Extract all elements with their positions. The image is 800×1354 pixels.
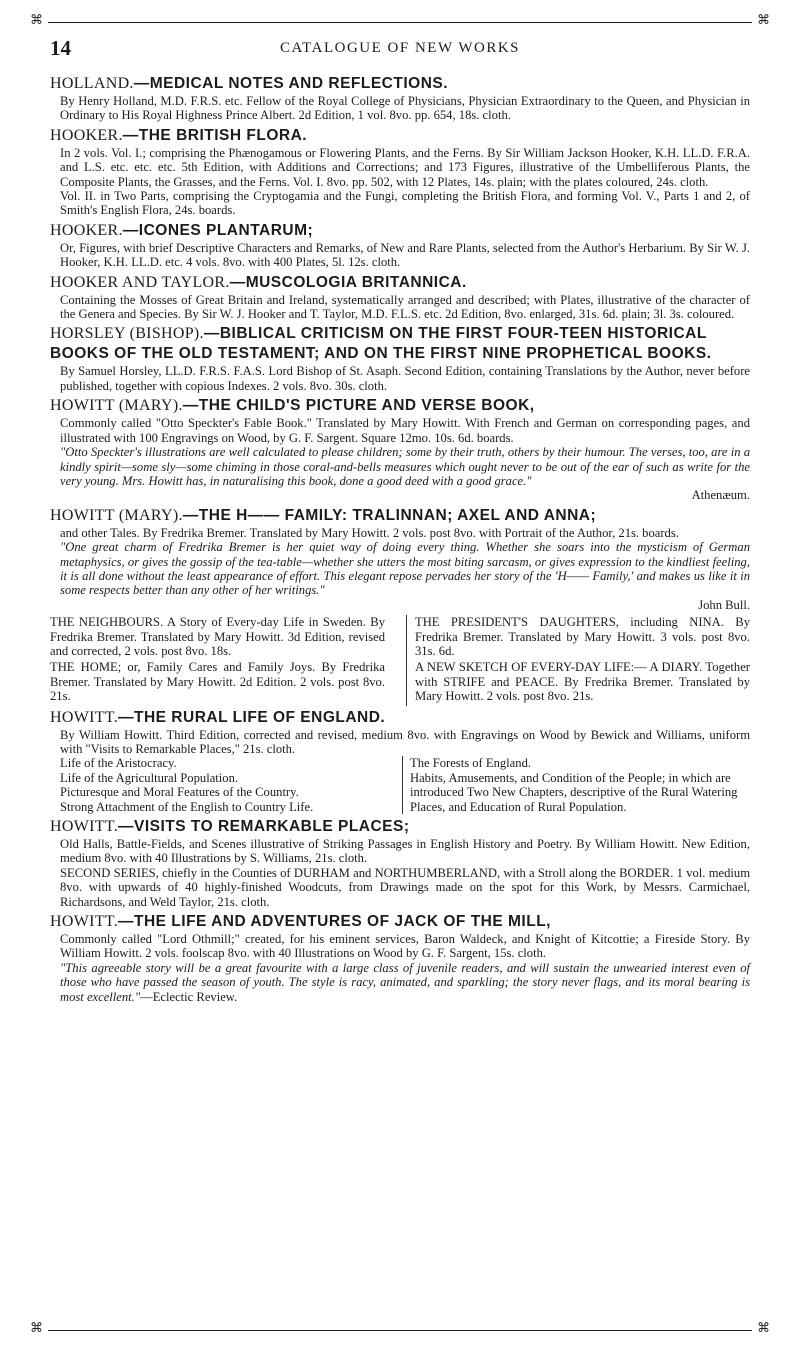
bottom-border-rule [30, 1320, 770, 1336]
bremer-right-column [406, 615, 750, 705]
top-border-rule [30, 12, 770, 28]
entry-title: —THE CHILD'S PICTURE AND VERSE BOOK, [182, 397, 535, 415]
review-quote: "One great charm of Fredrika Bremer is her quiet way of doing every thing. Whether she soars into the mysticism of German metaphysics, or gives the gossip of the tea-table—whether she utters the most biting sarcasm, or gives expression to the kindliest feeling, it is all done without the least appearance of effort. This elegant repose pervades her story of the 'H—— Family,' and makes us like it in some respects better than any other of her writings." [60, 540, 750, 598]
quote-source: Athenæum. [691, 488, 750, 503]
entry-author: HOWITT (MARY). [50, 397, 183, 415]
entry-title: —THE H—— FAMILY: TRALINNAN; AXEL AND ANNA; [182, 506, 597, 524]
catalogue-entry [50, 324, 750, 393]
bremer-left-column [50, 615, 385, 705]
catalogue-entry [50, 912, 750, 1004]
catalogue-entry [50, 396, 750, 502]
review-quote [60, 961, 750, 1004]
catalogue-entry [50, 273, 750, 322]
entry-description-continued: Vol. II. in Two Parts, comprising the Cryptogamia and the Fungi, completing the British Flora, and forming Vol. V., Parts 1 and 2, of Smith's English Flora, 24s. boards. [60, 189, 750, 218]
entry-description: Commonly called "Lord Othmill;" created, for his eminent services, Baron Waldeck, and Knight of Kitcottie; a Fireside Story. By William Howitt. 2 vols. foolscap 8vo. with 40 Illustrations on Wood by G. F. Sargent, 15s. cloth. [60, 932, 750, 961]
catalogue-entry [50, 74, 750, 123]
top-rule [48, 22, 752, 23]
catalogue-content [50, 74, 750, 1007]
running-title: CATALOGUE OF NEW WORKS [280, 40, 520, 56]
contents-columns [60, 756, 750, 814]
catalogue-entry [50, 817, 750, 909]
list-item: Life of the Aristocracy. [60, 756, 177, 771]
entry-title: —THE BRITISH FLORA. [122, 126, 308, 144]
entry-description: Or, Figures, with brief Descriptive Characters and Remarks, of New and Rare Plants, selected from the Author's Herbarium. By Sir W. J. Hooker, K.H. LL.D. etc. 4 vols. 8vo. with 400 Plates, 5l. 12s. cloth. [60, 240, 750, 270]
list-item: Habits, Amusements, and Condition of the People; in which are introduced Two New Chapters, descriptive of the Rural Watering Places, and Education of Rural Population. [410, 770, 738, 814]
corner-ornament-icon: ⌘ [30, 1320, 43, 1335]
entry-title: —MUSCOLOGIA BRITANNICA. [229, 273, 467, 291]
entry-author: HOLLAND. [50, 75, 134, 92]
entry-description-continued: SECOND SERIES, chiefly in the Counties of DURHAM and NORTHUMBERLAND, with a Stroll along the BORDER. 1 vol. medium 8vo. with upwards of 40 highly-finished Woodcuts, from Drawings made on the spot for this Work, by Messrs. Carmichael, Richardsons, and Weld Taylor, 21s. cloth. [60, 865, 750, 909]
entry-author: HOOKER. [50, 221, 123, 239]
list-item: The Forests of England. [410, 756, 532, 771]
entry-title: —ICONES PLANTARUM; [122, 221, 314, 239]
entry-title: —THE LIFE AND ADVENTURES OF JACK OF THE MILL, [118, 913, 551, 931]
corner-ornament-icon: ⌘ [757, 12, 770, 27]
entry-author: HOWITT. [50, 818, 118, 836]
quote-text: "This agreeable story will be a great favourite with a large class of juvenile readers, and will sustain the unwearied interest even of those who have passed the season of youth. The style is racy, animated, and sparkling; the story never flags, and its moral bearing is most excellent." [60, 960, 750, 1004]
entry-author: HORSLEY (BISHOP). [50, 325, 204, 343]
list-item: THE NEIGHBOURS. A Story of Every-day Life in Sweden. By Fredrika Bremer. Translated by Mary Howitt. 3d Edition, revised and corrected, 2 vols. post 8vo. 18s. [50, 615, 385, 658]
bremer-two-column-list [50, 615, 750, 705]
entry-author: HOOKER. [50, 126, 123, 144]
review-quote: "Otto Speckter's illustrations are well calculated to please children; some by their truth, others by their humour. The verses, too, are in a kindly spirit—some sly—some chiming in those coral-and-bells measures which ought never to be out of the ear of such as write for the very young. Mrs. Howitt has, in naturalising this book, done a good deed with a good grace." [60, 445, 750, 488]
entry-title: —MEDICAL NOTES AND REFLECTIONS. [133, 75, 449, 92]
list-item: Strong Attachment of the English to Country Life. [60, 799, 314, 814]
entry-description: and other Tales. By Fredrika Bremer. Translated by Mary Howitt. 2 vols. post 8vo. with Portrait of the Author, 21s. boards. [60, 525, 679, 540]
corner-ornament-icon: ⌘ [30, 12, 43, 27]
catalogue-entry [50, 506, 750, 612]
contents-right-column [402, 756, 750, 814]
running-header [50, 36, 750, 60]
list-item: Picturesque and Moral Features of the Country. [60, 785, 299, 800]
entry-author: HOWITT. [50, 708, 118, 726]
page-number: 14 [50, 36, 71, 60]
catalogue-entry [50, 708, 750, 814]
quote-source: —Eclectic Review. [140, 989, 238, 1004]
bottom-rule [48, 1330, 752, 1331]
entry-title: —THE RURAL LIFE OF ENGLAND. [118, 708, 386, 726]
entry-author: HOOKER AND TAYLOR. [50, 273, 230, 291]
catalogue-entry [50, 221, 750, 270]
list-item: A NEW SKETCH OF EVERY-DAY LIFE:— A DIARY. Together with STRIFE and PEACE. By Fredrika Bremer. Translated by Mary Howitt. 2 vols. post 8vo. 21s. [415, 660, 750, 704]
entry-description: By Samuel Horsley, LL.D. F.R.S. F.A.S. Lord Bishop of St. Asaph. Second Edition, containing Translations by the Author, never before published, together with copious Indexes. 2 vols. 8vo. 30s. cloth. [60, 364, 750, 393]
entry-description: In 2 vols. Vol. I.; comprising the Phænogamous or Flowering Plants, and the Ferns. By Sir William Jackson Hooker, K.H. LL.D. F.R.A. and L.S. etc. etc. etc. 5th Edition, with Additions and Corrections; and 173 Figures, illustrative of the Umbelliferous Plants, the Composite Plants, the Grasses, and the Ferns. Vol. I. 8vo. pp. 502, with 12 Plates, 14s. plain; with the plates coloured, 24s. cloth. [60, 145, 750, 189]
list-item: THE HOME; or, Family Cares and Family Joys. By Fredrika Bremer. Translated by Mary Howitt. 2d Edition. 2 vols. post 8vo. 21s. [50, 660, 385, 704]
entry-title: —VISITS TO REMARKABLE PLACES; [118, 818, 410, 836]
catalogue-entry [50, 126, 750, 218]
list-item: THE PRESIDENT'S DAUGHTERS, including NINA. By Fredrika Bremer. Translated by Mary Howitt. 3 vols. post 8vo. 31s. 6d. [415, 615, 750, 658]
entry-description: By William Howitt. Third Edition, corrected and revised, medium 8vo. with Engravings on Wood by Bewick and Williams, uniform with "Visits to Remarkable Places," 21s. cloth. [60, 727, 750, 756]
entry-description: Commonly called "Otto Speckter's Fable Book." Translated by Mary Howitt. With French and German on corresponding pages, and illustrated with 100 Engravings on Wood, by G. F. Sargent. Square 12mo. 10s. 6d. boards. [60, 416, 750, 445]
quote-source: John Bull. [698, 597, 750, 612]
entry-author: HOWITT (MARY). [50, 506, 183, 524]
entry-author: HOWITT. [50, 913, 118, 931]
entry-description: Old Halls, Battle-Fields, and Scenes illustrative of Striking Passages in English History and Poetry. By William Howitt. New Edition, medium 8vo. with 40 Illustrations by S. Williams, 21s. cloth. [60, 837, 750, 866]
list-item: Life of the Agricultural Population. [60, 770, 239, 785]
entry-title: —BIBLICAL CRITICISM ON THE FIRST FOUR-TEEN HISTORICAL BOOKS OF THE OLD TESTAMENT; AND ON THE FIRST NINE PROPHETICAL BOOKS. [50, 325, 712, 363]
entry-description: Containing the Mosses of Great Britain and Ireland, systematically arranged and described; with Plates, illustrative of the character of the Genera and Species. By Sir W. J. Hooker and T. Taylor, M.D. F.L.S. etc. 2d Edition, 8vo. enlarged, 31s. 6d. plain; 3l. 3s. coloured. [60, 292, 750, 322]
corner-ornament-icon: ⌘ [757, 1320, 770, 1335]
contents-left-column [60, 756, 398, 814]
entry-description: By Henry Holland, M.D. F.R.S. etc. Fellow of the Royal College of Physicians, Physician Extraordinary to the Queen, and Physician in Ordinary to His Royal Highness Prince Albert. 2d Edition, 1 vol. 8vo. pp. 654, 18s. cloth. [60, 94, 750, 123]
